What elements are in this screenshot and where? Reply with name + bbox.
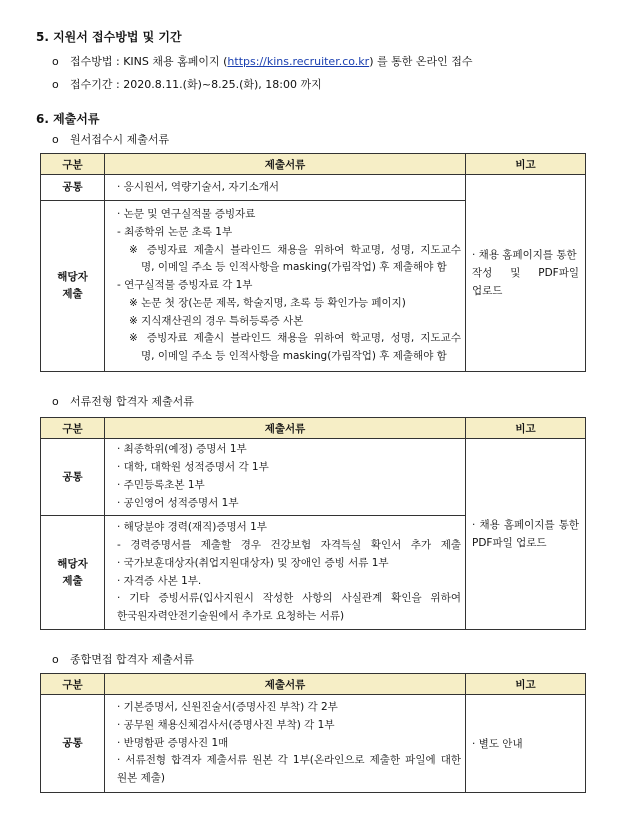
doc-line: · 공인영어 성적증명서 1부 <box>117 496 239 509</box>
header-documents: 제출서류 <box>105 154 466 175</box>
table1-caption <box>52 131 169 147</box>
table-document-screening <box>40 417 586 630</box>
header-documents: 제출서류 <box>105 418 466 439</box>
remark-line: 작성 및 PDF파일 <box>472 267 579 279</box>
doc-line: · 주민등록초본 1부 <box>117 479 205 491</box>
remark-line: 업로드 <box>472 285 503 297</box>
doc-note-line: ※ 지식재산권의 경우 특허등록증 사본 <box>129 314 304 327</box>
bullet-icon: o <box>52 133 59 146</box>
doc-note-line: ※ 논문 첫 장(논문 제목, 학술지명, 초록 등 확인가능 페이지) <box>129 296 406 309</box>
group-label: 해당자 제출 <box>57 557 88 587</box>
table-row <box>105 175 466 201</box>
group-conditional <box>41 516 105 630</box>
header-remarks: 비고 <box>466 418 586 439</box>
remark-line: PDF파일 업로드 <box>472 537 547 549</box>
doc-line: · 자격증 사본 1부. <box>117 574 202 587</box>
doc-line: · 최종학위(예정) 증명서 1부 <box>117 443 247 456</box>
table2-caption <box>52 393 194 409</box>
doc-line: - 최종학위 논문 초록 1부 <box>117 225 233 238</box>
table3-caption <box>52 651 194 667</box>
doc-line: · 국가보훈대상자(취업지원대상자) 및 장애인 증빙 서류 1부 <box>117 556 389 569</box>
remark-line: · 채용 홈페이지를 통한 <box>472 249 577 261</box>
group-label: 해당자 제출 <box>57 271 88 300</box>
bullet-icon: o <box>52 653 59 666</box>
bullet-icon: o <box>52 78 59 91</box>
doc-line: · 공무원 채용신체검사서(증명사진 부착) 각 1부 <box>117 718 335 731</box>
method-text: 접수방법 : KINS 채용 홈페이지 ( <box>70 55 228 68</box>
table-row <box>105 439 466 516</box>
doc-line: · 해당분야 경력(재직)증명서 1부 <box>117 521 267 534</box>
doc-line: · 반명함판 증명사진 1매 <box>117 736 229 749</box>
doc-line: 원본 제출) <box>117 772 166 785</box>
doc-note-line: ※ 증빙자료 제출시 블라인드 채용을 위하여 학교명, 성명, 지도교수 <box>129 332 461 345</box>
remarks-cell <box>466 175 586 372</box>
recruit-site-link[interactable]: https://kins.recruiter.co.kr <box>227 55 370 68</box>
doc-line: 한국원자력안전기술원에서 추가로 요청하는 서류) <box>117 610 345 623</box>
table-final-interview <box>40 673 586 793</box>
section-5-title: 5. 지원서 접수방법 및 기간 <box>36 30 182 44</box>
method-line <box>52 53 472 69</box>
period-line <box>52 76 322 92</box>
section-6-title: 6. 제출서류 <box>36 112 100 126</box>
doc-note-line: ※ 증빙자료 제출시 블라인드 채용을 위하여 학교명, 성명, 지도교수 <box>129 243 461 256</box>
header-documents: 제출서류 <box>105 674 466 695</box>
table-row <box>105 201 466 372</box>
header-remarks: 비고 <box>466 154 586 175</box>
doc-line: - 경력증명서를 제출할 경우 건강보험 자격득실 확인서 추가 제출 <box>117 538 461 551</box>
doc-line: - 연구실적물 증빙자료 각 1부 <box>117 279 253 292</box>
doc-note-line: 명, 이메일 주소 등 인적사항을 masking(가림작업) 후 제출해야 함 <box>141 261 447 274</box>
table3-caption-text: 종합면접 합격자 제출서류 <box>70 653 194 666</box>
table1-caption-text: 원서접수시 제출서류 <box>70 133 170 146</box>
header-remarks: 비고 <box>466 674 586 695</box>
period-text: 접수기간 : 2020.8.11.(화)~8.25.(화), 18:00 까지 <box>70 78 322 91</box>
remark-line: · 채용 홈페이지를 통한 <box>472 519 579 531</box>
doc-line: · 기타 증빙서류(입사지원시 작성한 사항의 사실관계 확인을 위하여 <box>117 592 461 605</box>
group-common: 공통 <box>41 439 105 516</box>
method-text-end: ) 를 통한 온라인 접수 <box>369 55 473 68</box>
doc-line: · 서류전형 합격자 제출서류 원본 각 1부(온라인으로 제출한 파일에 대한 <box>117 754 461 767</box>
group-common: 공통 <box>41 175 105 201</box>
table-row <box>105 695 466 793</box>
doc-line: · 기본증명서, 신원진술서(증명사진 부착) 각 2부 <box>117 701 338 713</box>
doc-note-line: 명, 이메일 주소 등 인적사항을 masking(가림작업) 후 제출해야 함 <box>141 350 447 363</box>
doc-line: · 응시원서, 역량기술서, 자기소개서 <box>117 180 280 193</box>
table-application-docs <box>40 153 586 372</box>
remarks-cell <box>466 439 586 630</box>
doc-line: · 논문 및 연구실적물 증빙자료 <box>117 207 256 220</box>
remark-line: · 별도 안내 <box>472 737 523 750</box>
group-common: 공통 <box>41 695 105 793</box>
bullet-icon: o <box>52 55 59 68</box>
table2-caption-text: 서류전형 합격자 제출서류 <box>70 395 194 408</box>
remarks-cell <box>466 695 586 793</box>
header-category: 구분 <box>41 418 105 439</box>
header-category: 구분 <box>41 154 105 175</box>
table-row <box>105 516 466 630</box>
group-conditional <box>41 201 105 372</box>
bullet-icon: o <box>52 395 59 408</box>
doc-line: · 대학, 대학원 성적증명서 각 1부 <box>117 461 269 474</box>
header-category: 구분 <box>41 674 105 695</box>
